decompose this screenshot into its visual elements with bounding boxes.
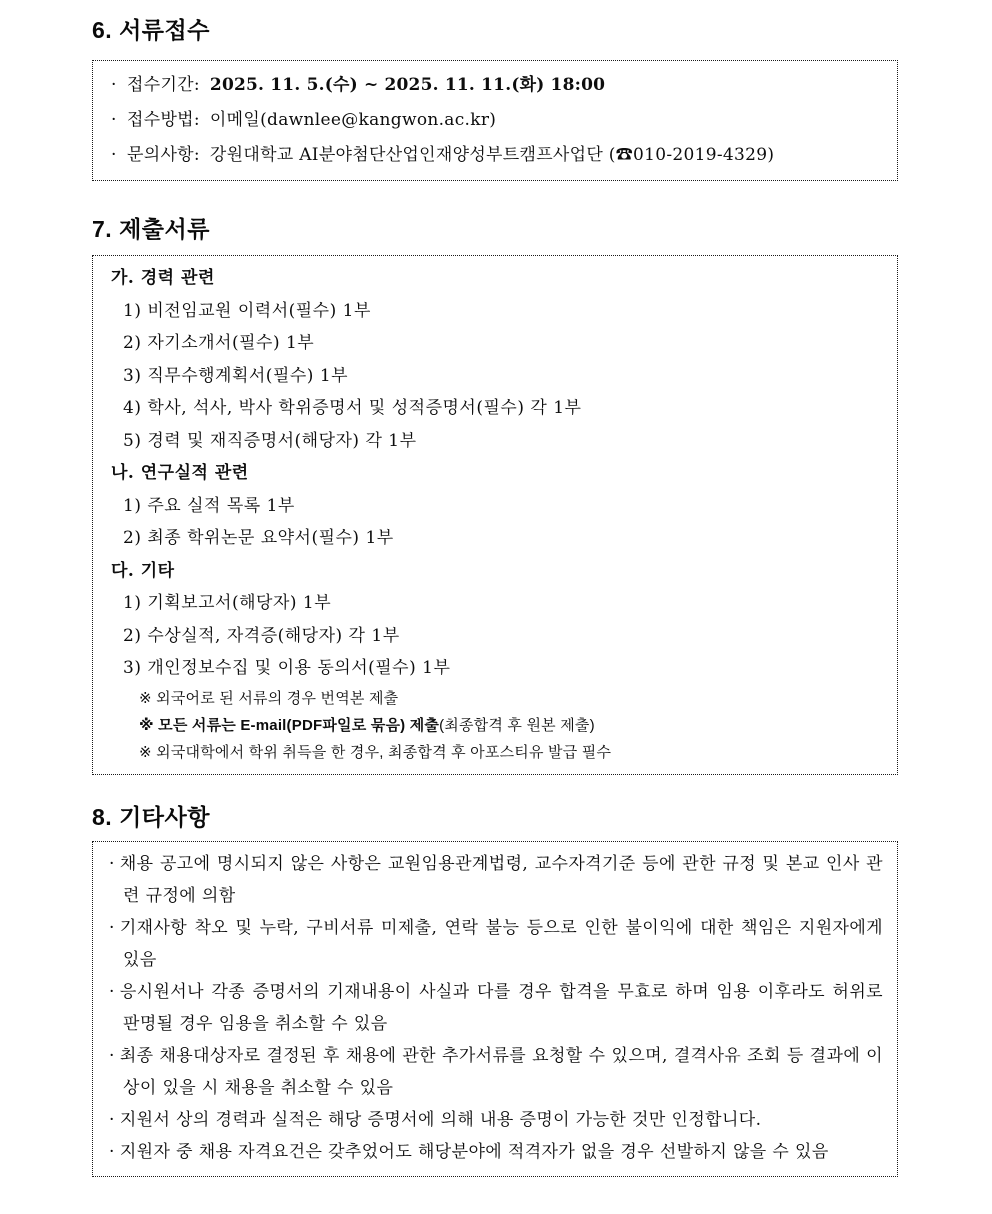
- submission-item: 5) 경력 및 재직증명서(해당자) 각 1부: [123, 430, 417, 451]
- reception-method-row: [111, 103, 879, 138]
- section-7-box: [92, 255, 898, 775]
- reception-period-value: 2025. 11. 5.(수) ~ 2025. 11. 11.(화) 18:00: [209, 75, 606, 95]
- bullet-dot: ·: [111, 145, 117, 165]
- submission-item: 1) 비전임교원 이력서(필수) 1부: [123, 300, 371, 321]
- reception-period-label: 접수기간:: [127, 75, 200, 95]
- notice-text: 채용 공고에 명시되지 않은 사항은 교원임용관계법령, 교수자격기준 등에 관한 규정 및 본교 인사 관련 규정에 의함: [119, 853, 883, 906]
- submission-item: 3) 직무수행계획서(필수) 1부: [123, 365, 349, 386]
- notice-item: [109, 1040, 883, 1104]
- reception-period-row: [111, 68, 879, 103]
- bullet-dot: ·: [109, 917, 115, 938]
- inquiry-value: 강원대학교 AI분야첨단산업인재양성부트캠프사업단 (☎010-2019-4329): [209, 145, 775, 165]
- reception-method-label: 접수방법:: [127, 110, 200, 130]
- submission-item: 1) 기획보고서(해당자) 1부: [123, 593, 332, 613]
- section-6-heading: 6. 서류접수: [92, 17, 210, 43]
- notice-text: 응시원서나 각종 증명서의 기재내용이 사실과 다를 경우 합격을 무효로 하며 임용 이후라도 허위로 판명될 경우 임용을 취소할 수 있음: [119, 981, 883, 1034]
- reception-method-value: 이메일(dawnlee@kangwon.ac.kr): [209, 110, 497, 130]
- bullet-dot: ·: [109, 981, 115, 1002]
- bullet-dot: ·: [109, 1045, 115, 1066]
- submission-item: 2) 자기소개서(필수) 1부: [123, 333, 315, 353]
- bullet-dot: ·: [109, 1141, 115, 1162]
- section-6-box: [92, 60, 898, 181]
- notice-text: 지원자 중 채용 자격요건은 갖추었어도 해당분야에 적격자가 없을 경우 선발하지 않을 수 있음: [119, 1141, 829, 1162]
- submission-item: 3) 개인정보수집 및 이용 동의서(필수) 1부: [123, 658, 451, 678]
- bullet-dot: ·: [109, 853, 115, 874]
- submission-note-rest: (최종합격 후 원본 제출): [439, 716, 595, 734]
- submission-note-bold: ※ 모든 서류는 E-mail(PDF파일로 묶음) 제출: [139, 716, 440, 734]
- notice-item: [109, 912, 883, 976]
- submission-item: 2) 최종 학위논문 요약서(필수) 1부: [123, 528, 394, 548]
- bullet-dot: ·: [111, 110, 117, 130]
- bullet-dot: ·: [109, 1109, 115, 1130]
- inquiry-label: 문의사항:: [127, 145, 200, 165]
- submission-item: 2) 수상실적, 자격증(해당자) 각 1부: [123, 625, 400, 646]
- inquiry-row: [111, 138, 879, 173]
- submission-item: 1) 주요 실적 목록 1부: [123, 495, 295, 516]
- submission-item: 4) 학사, 석사, 박사 학위증명서 및 성적증명서(필수) 각 1부: [123, 398, 582, 418]
- submission-note: [109, 712, 881, 739]
- bullet-dot: ·: [111, 75, 117, 95]
- notice-text: 기재사항 착오 및 누락, 구비서류 미제출, 연락 불능 등으로 인한 불이익에 대한 책임은 지원자에게 있음: [119, 917, 883, 970]
- submission-group-title: 나. 연구실적 관련: [111, 463, 249, 483]
- section-7-heading: 7. 제출서류: [92, 216, 210, 242]
- notice-text: 지원서 상의 경력과 실적은 해당 증명서에 의해 내용 증명이 가능한 것만 인정합니다.: [119, 1109, 762, 1130]
- notice-item: [109, 976, 883, 1040]
- section-8-heading: 8. 기타사항: [92, 803, 210, 830]
- submission-group-title: 다. 기타: [111, 560, 175, 581]
- submission-group-title: 가. 경력 관련: [111, 268, 215, 288]
- notice-text: 최종 채용대상자로 결정된 후 채용에 관한 추가서류를 요청할 수 있으며, 결격사유 조회 등 결과에 이상이 있을 시 채용을 취소할 수 있음: [119, 1045, 883, 1098]
- notice-item: [109, 1104, 883, 1136]
- notice-item: [109, 848, 883, 912]
- submission-note: ※ 외국어로 된 서류의 경우 번역본 제출: [139, 689, 399, 707]
- notice-item: [109, 1136, 883, 1168]
- section-8-box: [92, 841, 898, 1177]
- submission-note: ※ 외국대학에서 학위 취득을 한 경우, 최종합격 후 아포스티유 발급 필수: [139, 743, 612, 761]
